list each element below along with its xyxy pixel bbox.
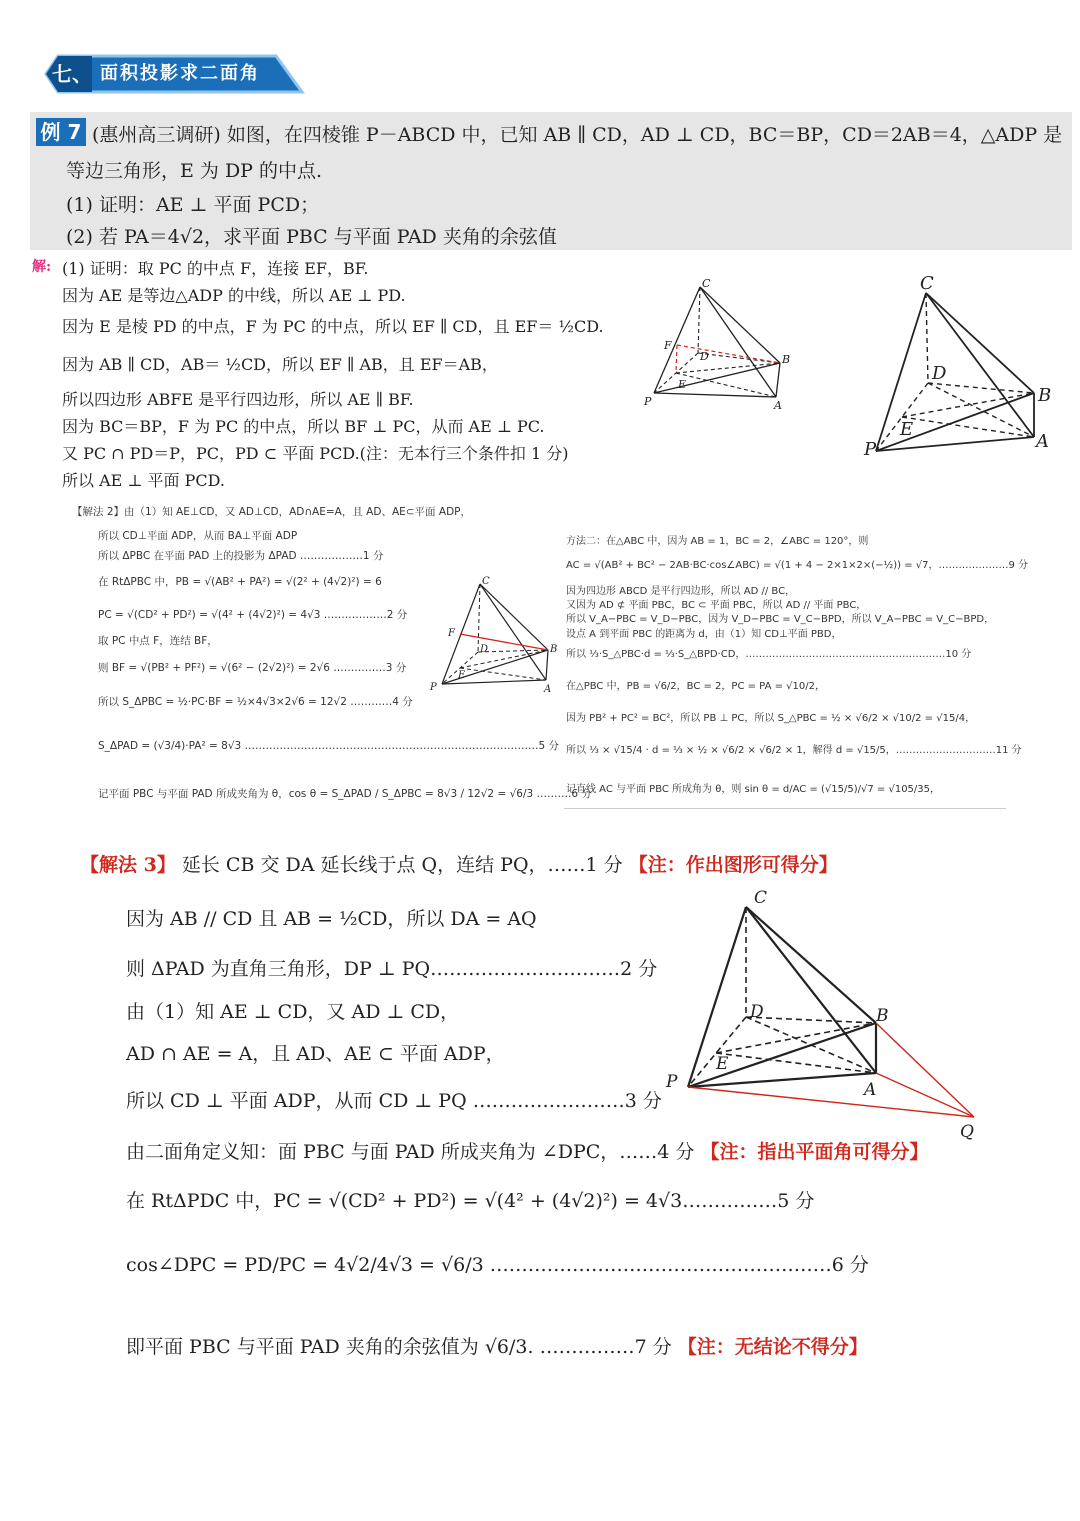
problem-line: (2) 若 PA＝4√2，求平面 PBC 与平面 PAD 夹角的余弦值 <box>66 226 557 248</box>
method3-label: 【解法 3】 <box>80 854 176 876</box>
point-label: C <box>482 576 490 587</box>
alt-method-line: 在△PBC 中，PB = √6/2，BC = 2，PC = PA = √10/2， <box>566 681 825 692</box>
point-label: E <box>458 670 466 681</box>
point-label: C <box>702 277 711 290</box>
solution-label: 解: <box>32 259 52 275</box>
point-label: D <box>480 644 489 655</box>
problem-line: (1) 证明：AE ⊥ 平面 PCD； <box>66 194 320 216</box>
solution-line: 因为 BC＝BP，F 为 PC 的中点，所以 BF ⊥ PC，从而 AE ⊥ PC. <box>62 417 545 436</box>
point-label: E <box>678 378 687 391</box>
method3-final-note: 【注：无结论不得分】 <box>677 1336 868 1358</box>
example-badge: 例 7 <box>36 118 86 146</box>
point-label: F <box>664 339 672 352</box>
alt-method-line: 设点 A 到平面 PBC 的距离为 d，由（1）知 CD⊥平面 PBD， <box>566 629 842 640</box>
method3-angle-line <box>126 1137 929 1164</box>
method3-line: AD ∩ AE = A，且 AD、AE ⊂ 平面 ADP， <box>126 1043 505 1065</box>
figure-pyramid-2 <box>862 275 1062 460</box>
alt-method-line: 所以 ⅓·S_△PBC·d = ⅓·S_△BPD·CD，……………………………………………………10 分 <box>566 649 972 660</box>
figure-pyramid-4 <box>660 885 990 1140</box>
point-label: A <box>774 399 782 412</box>
method3-header-note: 【注：作出图形可得分】 <box>628 854 838 876</box>
method2-line: 在 RtΔPBC 中，PB = √(AB² + PA²) = √(2² + (4√2)²) = 6 <box>98 576 382 588</box>
section-number: 七、 <box>52 62 92 86</box>
method3-angle-note: 【注：指出平面角可得分】 <box>700 1141 929 1163</box>
problem-line: 等边三角形，E 为 DP 的中点. <box>66 160 323 182</box>
method3-final-text: 即平面 PBC 与平面 PAD 夹角的余弦值为 √6/3. ……………7 分 <box>126 1336 672 1358</box>
point-label: F <box>448 628 455 639</box>
point-label: D <box>700 350 709 363</box>
point-label: E <box>716 1054 729 1074</box>
point-label: P <box>666 1072 678 1092</box>
point-label: D <box>932 363 947 384</box>
problem-line: (惠州高三调研) 如图，在四棱锥 P－ABCD 中，已知 AB ∥ CD，AD ⊥ CD，BC＝BP，CD＝2AB＝4，△ADP 是 <box>92 124 1063 146</box>
method3-angle-text: 由二面角定义知：面 PBC 与面 PAD 所成夹角为 ∠DPC，……4 分 <box>126 1141 695 1163</box>
alt-method-line: 所以 V_A−PBC = V_D−PBC，因为 V_D−PBC = V_C−BPD，所以 V_A−PBC = V_C−BPD， <box>566 614 995 625</box>
point-label: B <box>550 644 558 655</box>
figure-pyramid-3 <box>428 572 568 697</box>
method3-final-line <box>126 1332 868 1359</box>
method3-pc-line: 在 RtΔPDC 中，PC = √(CD² + PD²) = √(4² + (4√2)²) = 4√3……………5 分 <box>126 1190 815 1212</box>
solution-line: 因为 E 是棱 PD 的中点，F 为 PC 的中点，所以 EF ∥ CD，且 EF＝ ½CD. <box>62 317 604 336</box>
point-label: A <box>544 684 552 695</box>
divider <box>564 808 1006 809</box>
method3-cos-line: cos∠DPC = PD/PC = 4√2/4√3 = √6/3 ………………………………………………6 分 <box>126 1254 869 1276</box>
alt-method-line: AC = √(AB² + BC² − 2AB·BC·cos∠ABC) = √(1 + 4 − 2×1×2×(−½)) = √7，…………………9 分 <box>566 560 1029 571</box>
solution-line: 因为 AE 是等边△ADP 的中线，所以 AE ⊥ PD. <box>62 286 406 305</box>
point-label: Q <box>960 1122 974 1142</box>
solution-line: 因为 AB ∥ CD，AB＝ ½CD，所以 EF ∥ AB，且 EF＝AB， <box>62 355 498 374</box>
alt-method-line: 因为四边形 ABCD 是平行四边形，所以 AD // BC， <box>566 586 796 597</box>
method3-line: 则 ΔPAD 为直角三角形，DP ⊥ PQ…………………………2 分 <box>126 958 658 980</box>
point-label: B <box>876 1006 889 1026</box>
point-label: D <box>750 1002 764 1022</box>
alt-method-line: 记直线 AC 与平面 PBC 所成角为 θ，则 sin θ = d/AC = (√15/5)/√7 = √105/35， <box>566 784 941 795</box>
method2-line: 记平面 PBC 与平面 PAD 所成夹角为 θ，cos θ = S_ΔPAD / S_ΔPBC = 8√3 / 12√2 = √6/3 ……….6 分 <box>98 788 592 800</box>
point-label: A <box>864 1080 877 1100</box>
point-label: B <box>1038 385 1052 406</box>
method2-line: 取 PC 中点 F，连结 BF， <box>98 635 218 647</box>
method2-line: 则 BF = √(PB² + PF²) = √(6² − (2√2)²) = 2√6 ……………3 分 <box>98 662 407 674</box>
section-title: 面积投影求二面角 <box>100 63 260 84</box>
alt-method-line: 又因为 AD ⊄ 平面 PBC，BC ⊂ 平面 PBC，所以 AD // 平面 PBC， <box>566 600 867 611</box>
point-label: C <box>754 888 768 908</box>
method3-header <box>80 850 838 877</box>
point-label: B <box>782 353 791 366</box>
solution-line: 又 PC ∩ PD＝P，PC，PD ⊂ 平面 PCD.(注：无本行三个条件扣 1 分) <box>62 444 569 463</box>
figure-pyramid-1 <box>640 275 800 415</box>
solution-line: 所以四边形 ABFE 是平行四边形，所以 AE ∥ BF. <box>62 390 414 409</box>
method2-line: 所以 CD⊥平面 ADP，从而 BA⊥平面 ADP <box>98 530 298 542</box>
method2-line: 【解法 2】由（1）知 AE⊥CD，又 AD⊥CD，AD∩AE=A，且 AD、AE⊂平面 ADP， <box>72 506 471 518</box>
method2-line: 所以 S_ΔPBC = ½·PC·BF = ½×4√3×2√6 = 12√2 …………4 分 <box>98 696 413 708</box>
point-label: E <box>900 419 914 440</box>
point-label: P <box>430 682 437 693</box>
alt-method-line: 方法二：在△ABC 中，因为 AB = 1，BC = 2，∠ABC = 120°，则 <box>566 536 869 547</box>
solution-line: (1) 证明：取 PC 的中点 F，连接 EF，BF. <box>62 259 369 278</box>
method3-header-text: 延长 CB 交 DA 延长线于点 Q，连结 PQ，……1 分 <box>181 854 623 876</box>
solution-line: 所以 AE ⊥ 平面 PCD. <box>62 471 225 490</box>
method3-line: 因为 AB // CD 且 AB = ½CD，所以 DA = AQ <box>126 908 537 930</box>
method3-line: 由（1）知 AE ⊥ CD，又 AD ⊥ CD， <box>126 1001 460 1023</box>
method3-line: 所以 CD ⊥ 平面 ADP，从而 CD ⊥ PQ ……………………3 分 <box>126 1090 662 1112</box>
alt-method-line: 因为 PB² + PC² = BC²，所以 PB ⊥ PC，所以 S_△PBC = ½ × √6/2 × √10/2 = √15/4， <box>566 713 976 724</box>
method2-line: PC = √(CD² + PD²) = √(4² + (4√2)²) = 4√3 ………………2 分 <box>98 609 408 621</box>
point-label: P <box>644 395 652 408</box>
point-label: P <box>864 439 877 460</box>
alt-method-line: 所以 ⅓ × √15/4 · d = ⅓ × ½ × √6/2 × √6/2 × 1，解得 d = √15/5，…………………………11 分 <box>566 745 1022 756</box>
point-label: A <box>1036 431 1049 452</box>
point-label: C <box>920 273 934 294</box>
method2-line: 所以 ΔPBC 在平面 PAD 上的投影为 ΔPAD ………………1 分 <box>98 550 384 562</box>
method2-line: S_ΔPAD = (√3/4)·PA² = 8√3 …………………………………………………………………………5 分 <box>98 740 560 752</box>
